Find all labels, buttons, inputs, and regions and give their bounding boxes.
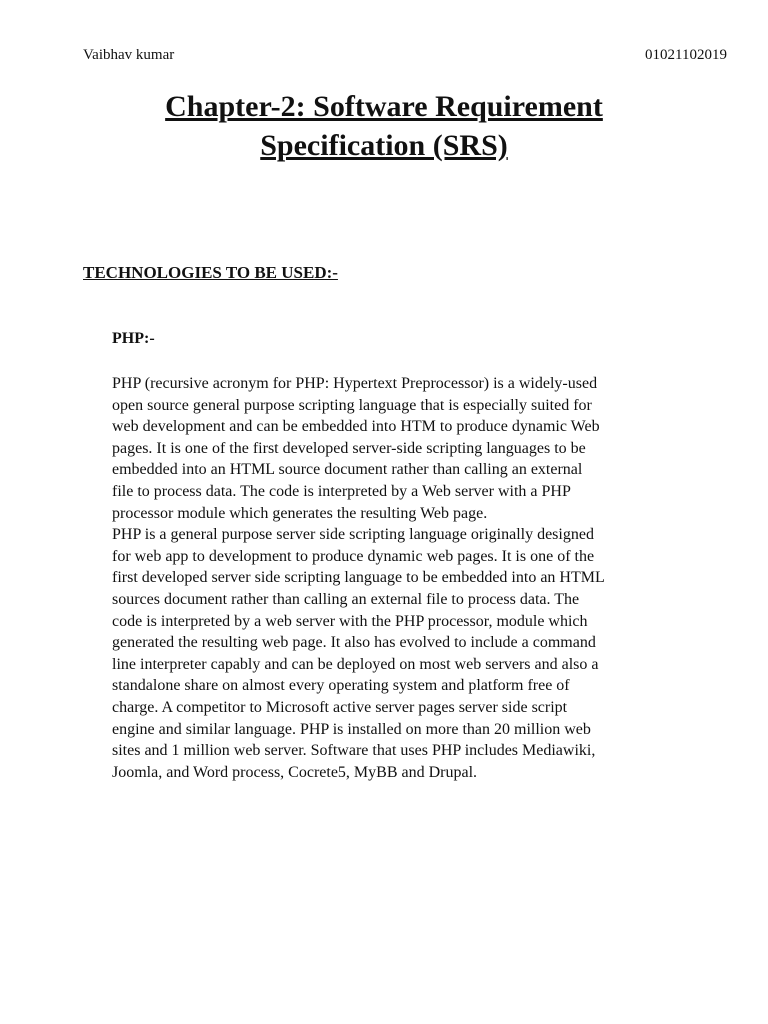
php-subheading: PHP:-	[112, 330, 155, 347]
chapter-title-line-1: Chapter-2: Software Requirement	[165, 90, 603, 123]
body-line: code is interpreted by a web server with the PHP processor, module which	[112, 612, 588, 630]
body-line: open source general purpose scripting language that is especially suited for	[112, 396, 592, 414]
body-line: for web app to development to produce dynamic web pages. It is one of the	[112, 547, 595, 565]
body-line: sources document rather than calling an external file to process data. The	[112, 590, 580, 608]
author-name: Vaibhav kumar	[83, 47, 175, 63]
body-line: charge. A competitor to Microsoft active server pages server side script	[112, 698, 568, 716]
body-line: file to process data. The code is interpreted by a Web server with a PHP	[112, 482, 571, 500]
body-line: embedded into an HTML source document rather than calling an external	[112, 461, 583, 479]
body-line: first developed server side scripting language to be embedded into an HTML	[112, 569, 605, 587]
roll-number: 01021102019	[645, 47, 727, 63]
chapter-title-line-2: Specification (SRS)	[260, 129, 508, 162]
body-line: generated the resulting web page. It also has evolved to include a command	[112, 634, 596, 652]
php-description	[112, 373, 692, 783]
body-line: processor module which generates the resulting Web page.	[112, 504, 488, 522]
body-line: PHP (recursive acronym for PHP: Hypertext Preprocessor) is a widely-used	[112, 375, 598, 392]
section-heading: TECHNOLOGIES TO BE USED:-	[83, 263, 338, 282]
body-line: web development and can be embedded into HTM to produce dynamic Web	[112, 418, 600, 436]
body-line: pages. It is one of the first developed server-side scripting languages to be	[112, 439, 586, 457]
body-line: sites and 1 million web server. Software that uses PHP includes Mediawiki,	[112, 742, 596, 760]
body-line: PHP is a general purpose server side scripting language originally designed	[112, 526, 594, 544]
body-line: standalone share on almost every operating system and platform free of	[112, 677, 570, 695]
chapter-title	[0, 87, 768, 165]
body-line: Joomla, and Word process, Cocrete5, MyBB and Drupal.	[112, 763, 478, 781]
body-line: line interpreter capably and can be deployed on most web servers and also a	[112, 655, 599, 673]
body-line: engine and similar language. PHP is installed on more than 20 million web	[112, 720, 591, 738]
